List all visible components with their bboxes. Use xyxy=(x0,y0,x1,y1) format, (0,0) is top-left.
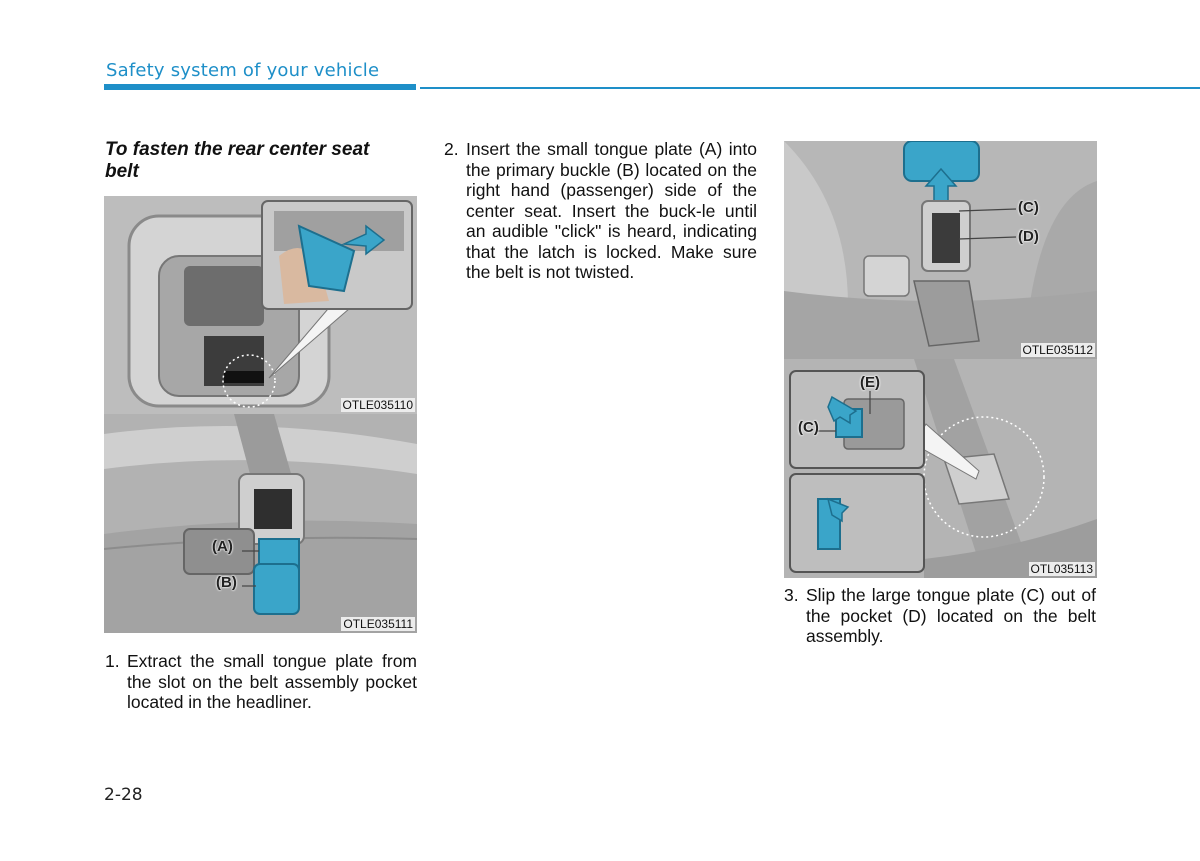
figure-code-1: OTLE035110 xyxy=(342,398,413,412)
callout-c: (C) xyxy=(1018,199,1039,216)
section-heading: To fasten the rear center seat belt xyxy=(105,139,370,182)
figure-code-4: OTL035113 xyxy=(1030,562,1093,576)
step-1-text: Extract the small tongue plate from the slot on the belt assembly pocket located in the headliner. xyxy=(127,651,417,712)
step-2-number: 2. xyxy=(444,139,459,159)
figure-code-2: OTLE035111 xyxy=(343,617,413,631)
figure-tongue-plate-pocket xyxy=(784,141,1097,359)
step-3-text: Slip the large tongue plate (C) out of the pocket (D) located on the belt assembly. xyxy=(806,585,1096,646)
step-2 xyxy=(444,139,757,283)
figure-headliner xyxy=(104,196,417,414)
header-bar-thick xyxy=(104,84,416,90)
step-1 xyxy=(105,651,417,713)
step-3-number: 3. xyxy=(784,585,799,605)
header-title: Safety system of your vehicle xyxy=(106,60,380,81)
figure-primary-buckle xyxy=(104,414,417,633)
figure-code-3: OTLE035112 xyxy=(1022,343,1093,357)
step-3 xyxy=(784,585,1096,647)
figure-tongue-plate-insert xyxy=(784,359,1097,578)
page-number: 2-28 xyxy=(104,785,143,805)
callout-a: (A) xyxy=(212,538,233,555)
callout-b: (B) xyxy=(216,574,237,591)
step-2-text: Insert the small tongue plate (A) into the primary buckle (B) located on the right hand (passenger) side of the center seat. Insert the buck-le until an audible "click" is heard, indicating that the latch is locked. Make sure the belt is not twisted. xyxy=(466,139,757,282)
step-1-number: 1. xyxy=(105,651,120,671)
callout-e: (E) xyxy=(860,374,880,391)
callout-c-lower: (C) xyxy=(798,419,819,436)
callout-d: (D) xyxy=(1018,228,1039,245)
header-bar-thin xyxy=(420,87,1200,89)
